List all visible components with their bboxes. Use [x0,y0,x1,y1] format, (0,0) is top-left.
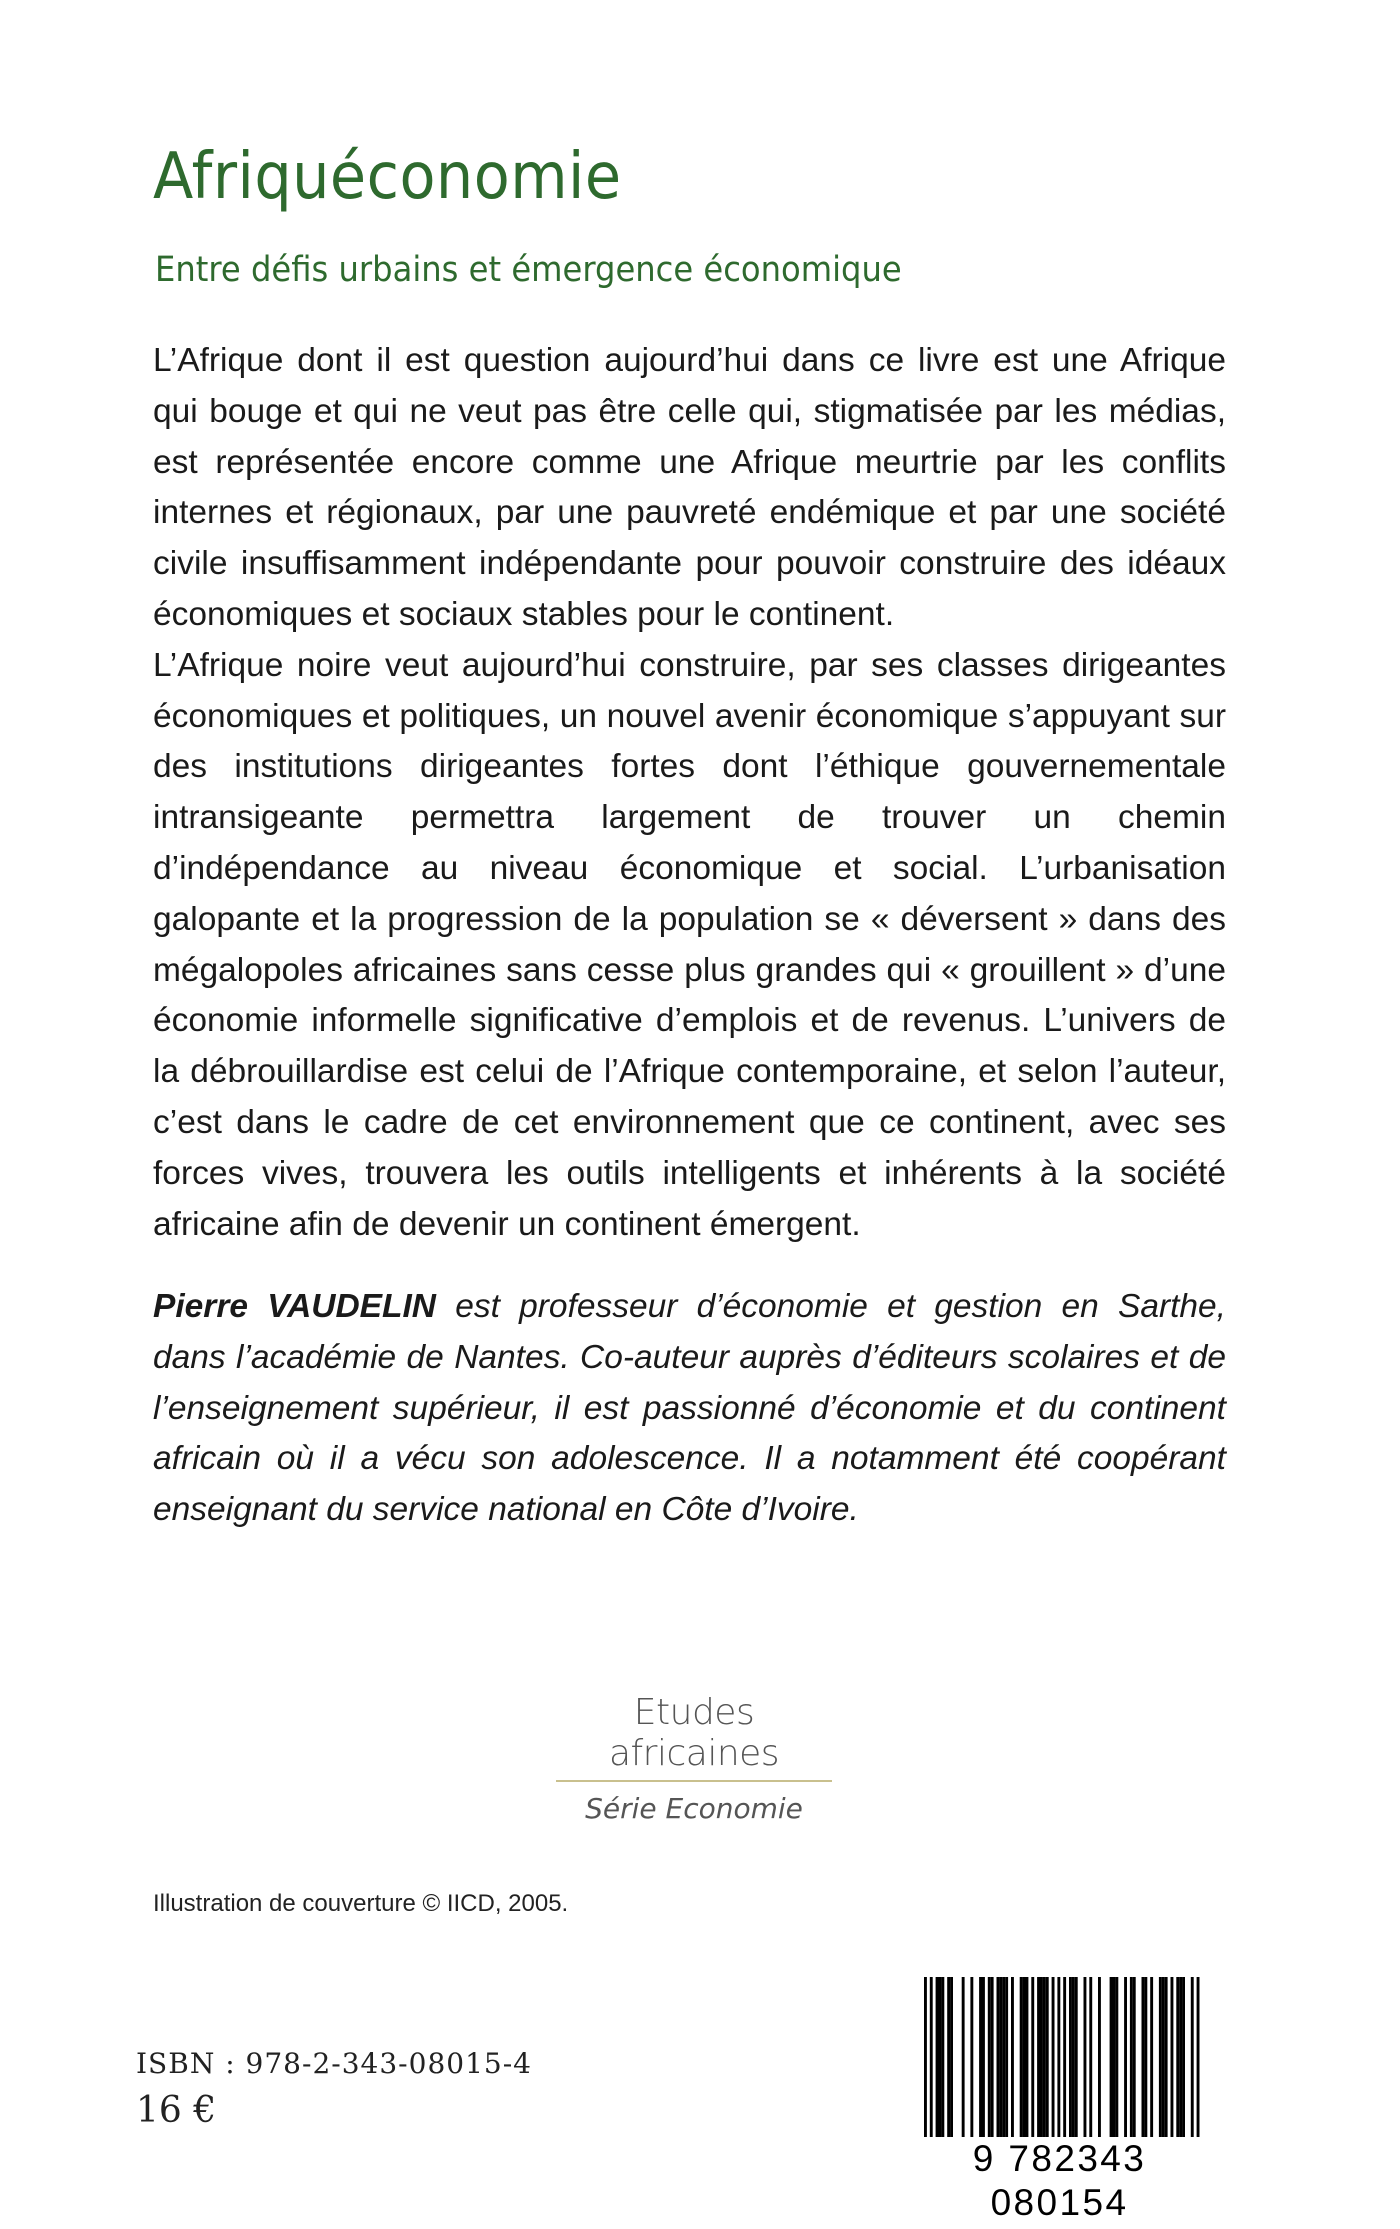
barcode-bar [1020,1977,1023,2137]
barcode-bar [1098,1977,1101,2137]
barcode-bar [1130,1977,1133,2137]
barcode-bar [979,1977,982,2137]
isbn: ISBN : 978-2-343-08015-4 [136,2047,532,2080]
barcode-bar [962,1977,965,2137]
barcode-bar [1040,1977,1043,2137]
barcode-bar [1179,1977,1182,2137]
barcode-bar [936,1977,939,2137]
barcode [904,1977,1215,2223]
barcode-bar [1057,1977,1060,2153]
barcode-bar [1142,1977,1145,2137]
barcode-bar [1150,1977,1153,2137]
barcode-bar [988,1977,991,2137]
barcode-bar [1046,1977,1049,2137]
barcode-bar [982,1977,985,2137]
barcode-bar [1165,1977,1168,2137]
price: 16 € [136,2090,217,2131]
barcode-bar [1052,1977,1055,2137]
barcode-bar [947,1977,950,2137]
barcode-bar [1072,1977,1075,2137]
barcode-bar [939,1977,942,2137]
barcode-bar [1162,1977,1165,2137]
barcode-bar [1005,1977,1008,2137]
series-block [554,1692,834,1825]
barcode-bar [950,1977,953,2137]
barcode-bar [970,1977,973,2137]
barcode-digits: 9 782343 080154 [904,2137,1215,2225]
barcode-bar [1110,1977,1113,2137]
barcode-bar [1113,1977,1116,2137]
summary-paragraph-2: L’Afrique noire veut aujourd’hui construire, par ses classes dirigeantes économiques et politiques, un nouvel avenir économique s’appuyant sur des institutions dirigeantes fortes dont l’éthique gouvernementale intransigeante permettra largement de trouver un chemin d’indépendance au niveau économique et social. L’urbanisation galopante et la progression de la population se « déversent » dans des mégalopoles africaines sans cesse plus grandes qui « grouillent » d’une économie informelle significative d’emplois et de revenus. L’univers de la débrouillardise est celui de l’Afrique contemporaine, et selon l’auteur, c’est dans le cadre de cet environnement que ce continent, avec ses forces vives, trouvera les outils intelligents et inhérents à la société africaine afin de devenir un continent émergent. [153,646,1226,1243]
barcode-bar [1197,1977,1200,2153]
barcode-bar [1182,1977,1185,2137]
barcode-bar [930,1977,933,2153]
barcode-bar [1159,1977,1162,2137]
barcode-bar [1031,1977,1034,2137]
barcode-bar [1133,1977,1136,2137]
barcode-bar [1191,1977,1194,2153]
series-subtitle: Série Economie [585,1792,803,1825]
barcode-bar [1176,1977,1179,2137]
barcode-bar [997,1977,1000,2137]
book-subtitle: Entre défis urbains et émergence économique [155,250,902,290]
barcode-bar [1023,1977,1026,2137]
barcode-bar [1089,1977,1092,2137]
author-last-name: VAUDELIN [267,1288,436,1325]
barcode-bar [991,1977,994,2137]
barcode-bar [1011,1977,1014,2137]
barcode-bar [1075,1977,1078,2137]
barcode-bar [941,1977,944,2137]
author-bio [153,1282,1226,1536]
barcode-bar [1063,1977,1066,2153]
barcode-bar [999,1977,1002,2137]
cover-credit: Illustration de couverture © IICD, 2005. [153,1890,569,1917]
summary-paragraph-1: L’Afrique dont il est question aujourd’hui dans ce livre est une Afrique qui bouge et qui ne veut pas être celle qui, stigmatisée par les médias, est représentée encore comme une Afrique meurtrie par les conflits internes et régionaux, par une pauvreté endémique et par une société civile insuffisamment indépendante pour pouvoir construire des idéaux économiques et sociaux stables pour le continent. [153,342,1226,633]
barcode-bar [1043,1977,1046,2137]
barcode-bar [1124,1977,1127,2137]
barcode-bar [1037,1977,1040,2137]
book-title: Afriquéconomie [153,140,622,214]
author-bio-text: est professeur d’économie et gestion en Sarthe, dans l’académie de Nantes. Co-auteur auprès d’éditeurs scolaires et de l’enseignement supérieur, il est passionné d’économie et du continent africain où il a vécu son adolescence. Il a notamment été coopérant enseignant du service national en Côte d’Ivoire. [153,1288,1226,1529]
barcode-bar [1084,1977,1087,2137]
barcode-bar [1002,1977,1005,2137]
summary-text [153,336,1226,1250]
barcode-bar [1171,1977,1174,2137]
barcode-bar [1144,1977,1147,2137]
author-first-name: Pierre [153,1288,248,1325]
barcode-bar [924,1977,927,2153]
barcode-bar [1115,1977,1118,2137]
barcode-bar [1069,1977,1072,2137]
barcode-bar [1026,1977,1029,2137]
series-title: Etudes africaines [556,1692,832,1782]
